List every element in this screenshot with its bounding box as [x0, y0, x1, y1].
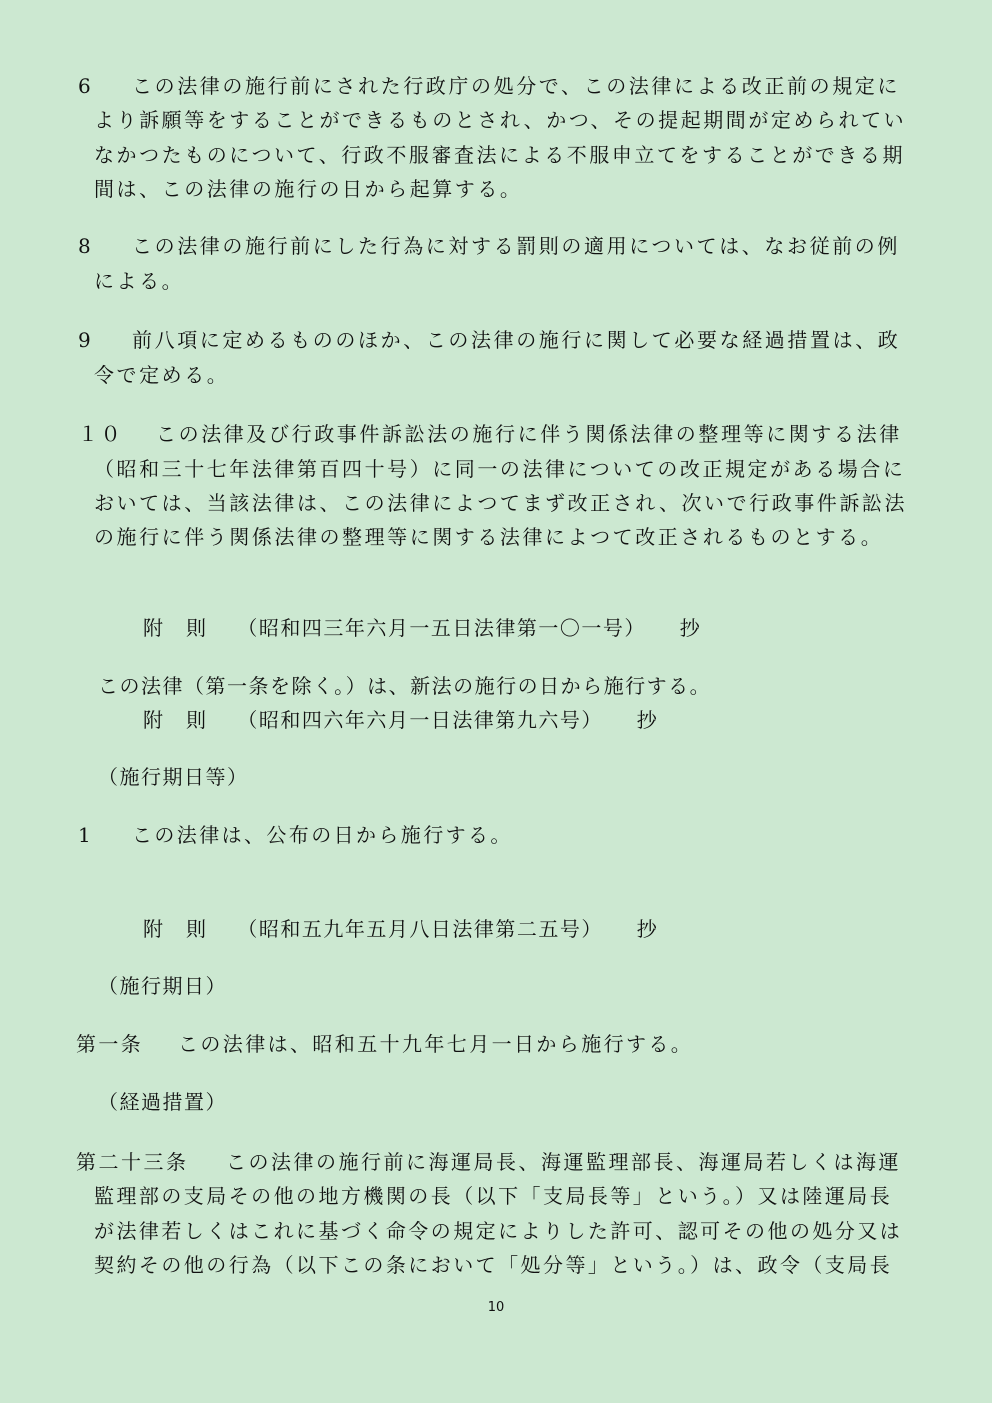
supplementary-3-heading-2: （経過措置）: [98, 1090, 227, 1114]
supplementary-1-header: [143, 613, 701, 643]
article-23-label: 第二十三条: [76, 1150, 189, 1174]
paragraph-6-line-2: より訴願等をすることができるものとされ、かつ、その提起期間が定められてい: [94, 108, 907, 132]
paragraph-6-line-4: 間は、この法律の施行の日から起算する。: [94, 177, 523, 201]
article-23-line-1: [76, 1146, 910, 1175]
paragraph-9-line-2: 令で定める。: [94, 363, 230, 387]
supplementary-2-citation: （昭和四六年六月一日法律第九六号）: [237, 708, 603, 732]
supplementary-2-header: [143, 705, 658, 735]
supplementary-1-label: 附 則: [143, 616, 208, 640]
article-23-line-4: 契約その他の行為（以下この条において「処分等」という。）は、政令（支局長: [94, 1253, 893, 1277]
paragraph-6-line-3: なかつたものについて、行政不服審査法による不服申立てをすることができる期: [94, 143, 905, 167]
supplementary-3-label: 附 則: [143, 917, 208, 941]
supplementary-3-heading-1: （施行期日）: [98, 974, 227, 998]
supplementary-3-note: 抄: [636, 917, 659, 941]
paragraph-8-text-1: この法律の施行前にした行為に対する罰則の適用については、なお従前の例: [132, 234, 900, 258]
supplementary-2-item-number: 1: [78, 823, 94, 847]
paragraph-10-line-2: （昭和三十七年法律第百四十号）に同一の法律についての改正規定がある場合に: [94, 457, 906, 481]
supplementary-1-text: この法律（第一条を除く。）は、新法の施行の日から施行する。: [98, 674, 712, 698]
article-23-text-1: この法律の施行前に海運局長、海運監理部長、海運局若しくは海運: [226, 1150, 901, 1174]
paragraph-10-number: １０: [78, 422, 124, 446]
paragraph-9-number: 9: [78, 328, 94, 352]
article-23-line-2: 監理部の支局その他の地方機関の長（以下「支局長等」という。）又は陸運局長: [94, 1184, 893, 1208]
supplementary-2-note: 抄: [636, 708, 659, 732]
paragraph-9-line-1: [78, 324, 910, 353]
paragraph-6-number: 6: [78, 74, 94, 98]
supplementary-1-note: 抄: [679, 616, 702, 640]
supplementary-2-item-text: この法律は、公布の日から施行する。: [132, 823, 513, 847]
paragraph-6-text-1: この法律の施行前にされた行政庁の処分で、この法律による改正前の規定に: [132, 74, 900, 98]
supplementary-2-item: [78, 820, 513, 850]
supplementary-3-header: [143, 914, 658, 944]
article-1-label: 第一条: [76, 1032, 144, 1056]
paragraph-8-number: 8: [78, 234, 94, 258]
paragraph-9-text-1: 前八項に定めるもののほか、この法律の施行に関して必要な経過措置は、政: [132, 328, 901, 352]
article-1-text: この法律は、昭和五十九年七月一日から施行する。: [178, 1032, 694, 1056]
supplementary-3-citation: （昭和五九年五月八日法律第二五号）: [237, 917, 603, 941]
paragraph-8-line-1: [78, 230, 910, 259]
supplementary-1-citation: （昭和四三年六月一五日法律第一〇一号）: [237, 616, 646, 640]
paragraph-8-line-2: による。: [94, 269, 185, 293]
paragraph-10-line-3: おいては、当該法律は、この法律によつてまず改正され、次いで行政事件訴訟法: [94, 491, 907, 515]
article-1: [76, 1029, 693, 1059]
paragraph-10-line-1: [78, 418, 910, 447]
supplementary-2-heading: （施行期日等）: [98, 765, 249, 789]
supplementary-2-label: 附 則: [143, 708, 208, 732]
paragraph-6-line-1: [78, 70, 910, 99]
paragraph-10-text-1: この法律及び行政事件訴訟法の施行に伴う関係法律の整理等に関する法律: [156, 422, 902, 446]
page-number: 10: [487, 1300, 505, 1315]
paragraph-10-line-4: の施行に伴う関係法律の整理等に関する法律によつて改正されるものとする。: [94, 525, 884, 549]
article-23-line-3: が法律若しくはこれに基づく命令の規定によりした許可、認可その他の処分又は: [94, 1219, 903, 1243]
